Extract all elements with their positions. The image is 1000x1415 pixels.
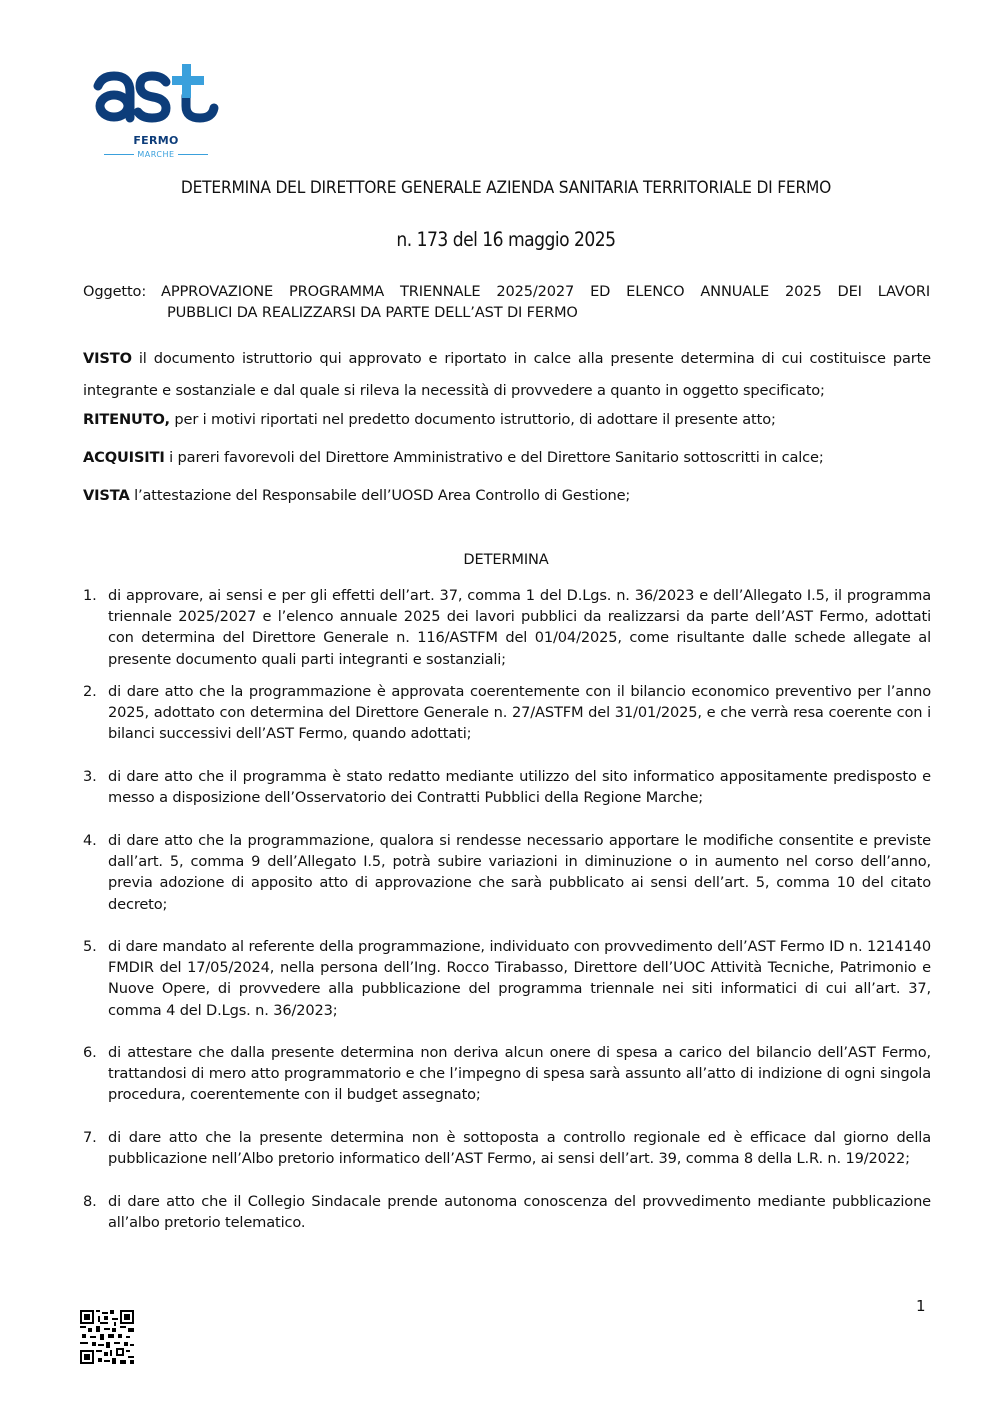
determina-item-5 [83, 936, 931, 1021]
item-number: 3. [83, 768, 97, 785]
subject-line-2: PUBBLICI DA REALIZZARSI DA PARTE DELL’AST DI FERMO [167, 304, 578, 321]
page-number: 1 [916, 1297, 926, 1315]
determina-item-1 [83, 585, 931, 670]
determina-item-7 [83, 1127, 931, 1169]
item-number: 6. [83, 1044, 97, 1061]
item-text: di dare atto che la presente determina non è sottoposta a controllo regionale ed è efficace dal giorno della pubblicazione nell’Albo pretorio informatico dell’AST Fermo, ai sensi dell’art. 39, comma 8 della L.R. n. 19/2022; [108, 1129, 931, 1168]
ast-logo-mark-icon [92, 62, 220, 132]
item-text: di dare atto che la programmazione, qualora si rendesse necessario apportare le modifiche consentite e previste dall’art. 5, comma 9 dell’Allegato I.5, potrà subire variazioni in diminuzione o in aumento nel corso dell’anno, previa adozione di apposito atto di approvazione che sarà pubblicato ai sensi dell’art. 5, comma 10 del citato decreto; [108, 832, 931, 913]
determina-item-6 [83, 1042, 931, 1106]
ast-fermo-logo [92, 62, 220, 162]
logo-subtitle: FERMO [133, 134, 179, 147]
preamble-keyword: VISTA [83, 487, 130, 504]
preamble-text: l’attestazione del Responsabile dell’UOSD Area Controllo di Gestione; [129, 487, 631, 504]
subject-text [163, 281, 930, 323]
qr-code-icon [80, 1310, 134, 1364]
subject-label: Oggetto: [83, 283, 147, 300]
item-number: 7. [83, 1129, 97, 1146]
logo-region: MARCHE [92, 150, 220, 159]
preamble-text: per i motivi riportati nel predetto documento istruttorio, di adottare il presente atto; [169, 411, 776, 428]
preamble-keyword: ACQUISITI [83, 449, 165, 466]
item-text: di approvare, ai sensi e per gli effetti dell’art. 37, comma 1 del D.Lgs. n. 36/2023 e dell’Allegato I.5, il programma triennale 2025/2027 e l’elenco annuale 2025 dei lavori pubblici da realizzarsi da parte dell’AST Fermo, adottati con determina del Direttore Generale n. 116/ASTFM del 01/04/2025, come risultante dalle schede allegate al presente documento quali parti integranti e sostanziali; [108, 587, 931, 668]
item-number: 5. [83, 938, 97, 955]
item-text: di dare atto che il programma è stato redatto mediante utilizzo del sito informatico appositamente predisposto e messo a disposizione dell’Osservatorio dei Contratti Pubblici della Regione Marche; [108, 768, 931, 807]
determina-item-8 [83, 1191, 931, 1233]
item-text: di attestare che dalla presente determina non deriva alcun onere di spesa a carico del bilancio dell’AST Fermo, trattandosi di mero atto programmatorio e che l’impegno di spesa sarà assunto all’atto di indizione di ogni singola procedura, coerentemente con il budget assegnato; [108, 1044, 931, 1104]
item-text: di dare mandato al referente della programmazione, individuato con provvedimento dell’AST Fermo ID n. 1214140 FMDIR del 17/05/2024, nella persona dell’Ing. Rocco Tirabasso, Direttore dell’UOC Attività Tecniche, Patrimonio e Nuove Opere, di provvedere alla pubblicazione del programma triennale nei siti informatici di cui all’art. 37, comma 4 del D.Lgs. n. 36/2023; [108, 938, 931, 1019]
determina-item-2 [83, 681, 931, 745]
preamble-ritenuto [83, 409, 931, 430]
preamble-text: il documento istruttorio qui approvato e riportato in calce alla presente determina di cui costituisce parte integrante e sostanziale e dal quale si rileva la necessità di provvedere a quanto in oggetto specificato; [83, 350, 931, 399]
determina-item-4 [83, 830, 931, 915]
determina-heading: DETERMINA [463, 551, 549, 568]
item-number: 8. [83, 1193, 97, 1210]
item-text: di dare atto che la programmazione è approvata coerentemente con il bilancio economico preventivo per l’anno 2025, adottato con determina del Direttore Generale n. 27/ASTFM del 31/01/2025, e che verrà resa coerente con i bilanci successivi dell’AST Fermo, quando adottati; [108, 683, 931, 743]
preamble-vista [83, 485, 931, 506]
preamble-visto [83, 343, 931, 407]
preamble-keyword: RITENUTO, [83, 411, 170, 428]
document-number: n. 173 del 16 maggio 2025 [396, 228, 616, 251]
subject-line-1: APPROVAZIONE PROGRAMMA TRIENNALE 2025/2027 ED ELENCO ANNUALE 2025 DEI LAVORI [161, 283, 930, 300]
document-title: DETERMINA DEL DIRETTORE GENERALE AZIENDA SANITARIA TERRITORIALE DI FERMO [180, 178, 832, 198]
item-number: 2. [83, 683, 97, 700]
preamble-keyword: VISTO [83, 350, 132, 367]
item-number: 4. [83, 832, 97, 849]
preamble-text: i pareri favorevoli del Direttore Amministrativo e del Direttore Sanitario sottoscritti in calce; [164, 449, 824, 466]
determina-item-3 [83, 766, 931, 808]
subject-block [83, 281, 930, 323]
item-number: 1. [83, 587, 97, 604]
preamble-acquisiti [83, 447, 931, 468]
item-text: di dare atto che il Collegio Sindacale prende autonoma conoscenza del provvedimento mediante pubblicazione all’albo pretorio telematico. [108, 1193, 931, 1232]
